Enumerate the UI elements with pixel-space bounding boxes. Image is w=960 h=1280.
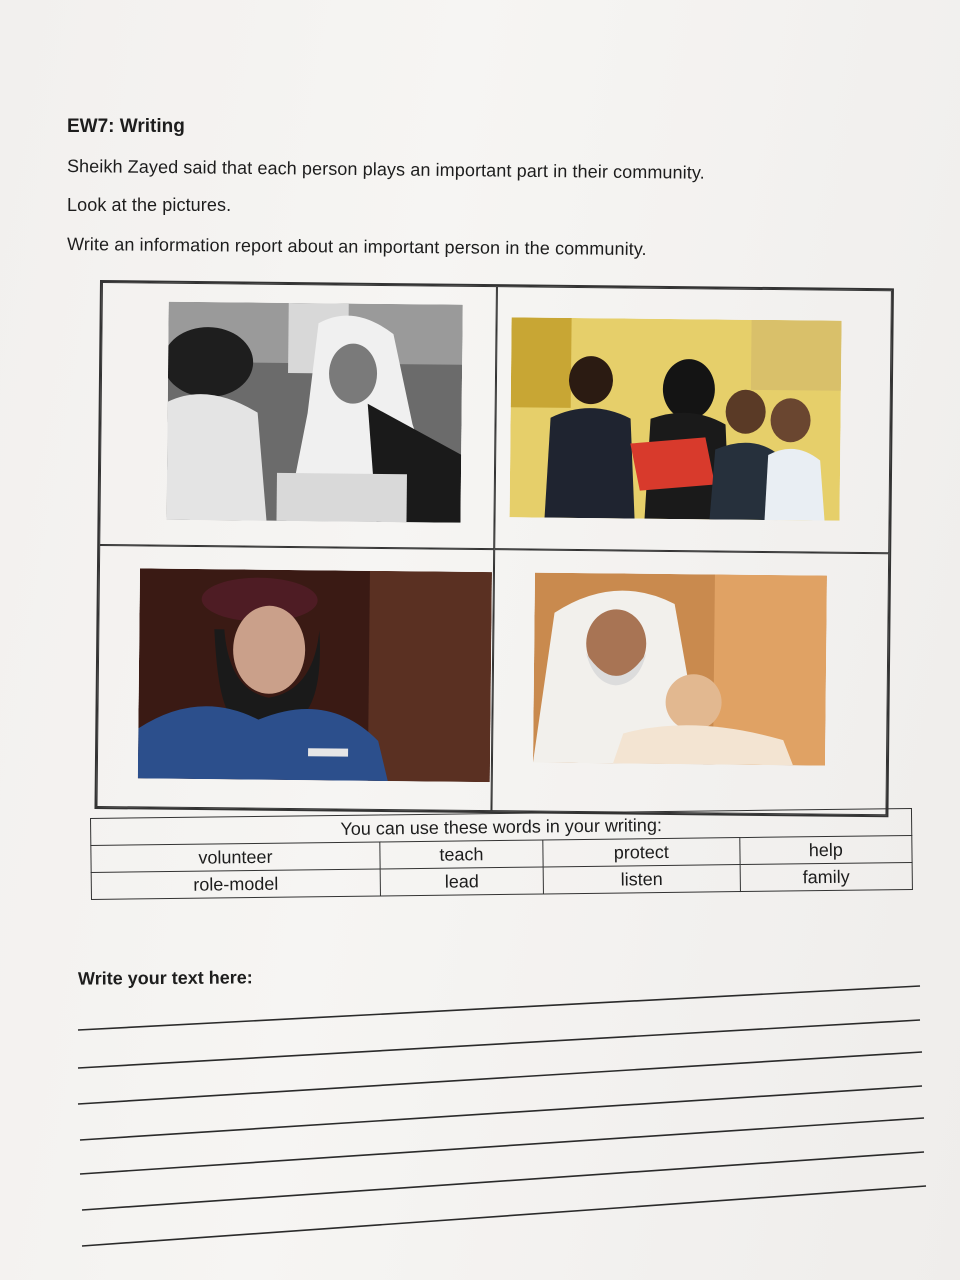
writing-line (78, 1020, 920, 1068)
word-bank-cell: volunteer (91, 842, 380, 873)
word-bank-cell: teach (380, 840, 543, 869)
writing-line (78, 1052, 922, 1104)
writing-line (80, 1118, 924, 1174)
writing-line (82, 1186, 926, 1246)
word-bank-heading: You can use these words in your writing: (91, 808, 912, 845)
instruction-line-3: Write an information report about an important person in the community. (66, 234, 647, 260)
worksheet-title: EW7: Writing (67, 116, 185, 137)
word-bank-cell: listen (543, 865, 740, 894)
instruction-line-1: Sheikh Zayed said that each person plays an important part in their community. (66, 156, 705, 183)
word-bank-cell: protect (543, 838, 740, 867)
writing-line (78, 986, 920, 1030)
writing-line (82, 1152, 924, 1210)
instruction-line-2: Look at the pictures. (67, 195, 232, 215)
word-bank-cell: lead (380, 867, 543, 896)
write-text-label: Write your text here: (77, 967, 253, 989)
writing-line (80, 1086, 922, 1140)
word-bank-cell: help (740, 835, 913, 864)
word-bank-cell: role-model (91, 869, 380, 900)
word-bank-cell: family (740, 862, 913, 891)
